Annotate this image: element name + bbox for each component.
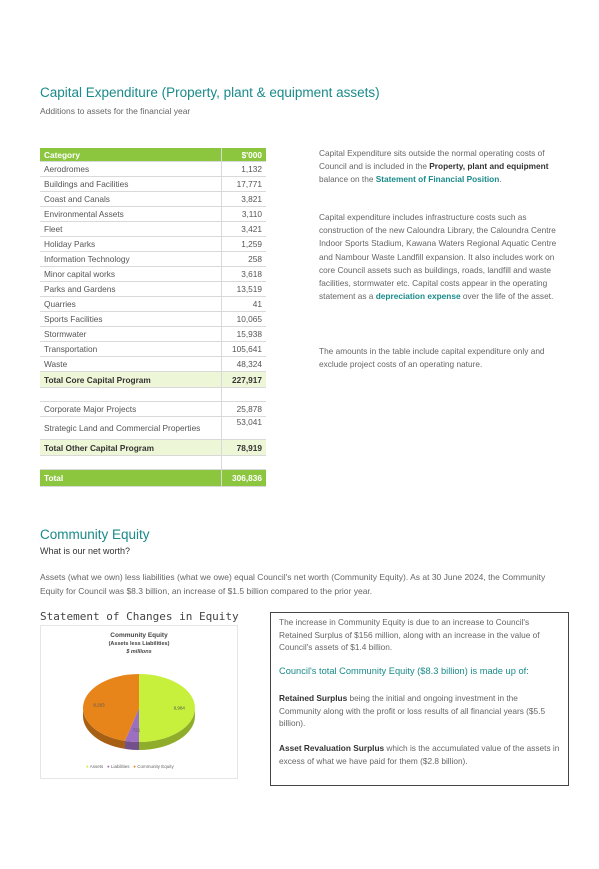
- table-row: [40, 417, 266, 440]
- row-amount: 41: [222, 297, 267, 312]
- para-text: over the life of the asset.: [460, 291, 554, 302]
- table-row: [40, 162, 266, 177]
- equity-intro: Assets (what we own) less liabilities (what we owe) equal Council's net worth (Community Equity). As at 30 June 2024, the Community Equity for Council was $8.3 billion, an increase of $1.5 billion compared to the prior year.: [40, 572, 546, 596]
- depreciation-expense-link[interactable]: depreciation expense: [375, 291, 461, 302]
- row-amount: 105,641: [222, 342, 267, 357]
- other-total-label: Total Other Capital Program: [40, 440, 222, 456]
- row-amount: 1,132: [222, 162, 267, 177]
- para-text: balance on the: [319, 174, 376, 185]
- row-amount: 53,041: [222, 417, 267, 440]
- table-row: [40, 222, 266, 237]
- row-category: Sports Facilities: [40, 312, 222, 327]
- legend-label: Community Equity: [137, 764, 174, 769]
- para-text: Capital Expenditure sits outside the normal operating costs of Council and is included in the: [319, 148, 545, 172]
- legend-item: ● Liabilities: [107, 764, 130, 769]
- capex-paragraph-1: [319, 147, 561, 187]
- spacer-row: [40, 388, 266, 402]
- table-row: [40, 312, 266, 327]
- chart-title: Community Equity: [110, 632, 168, 639]
- row-amount: 17,771: [222, 177, 267, 192]
- core-total-label: Total Core Capital Program: [40, 372, 222, 388]
- grand-total-row: [40, 470, 266, 487]
- pie-data-label: 8,263: [93, 702, 105, 708]
- legend-label: Assets: [89, 764, 104, 769]
- retained-surplus-label: Retained Surplus: [279, 693, 348, 703]
- row-amount: 258: [222, 252, 267, 267]
- row-amount: 48,324: [222, 357, 267, 372]
- core-total-row: [40, 372, 266, 388]
- row-category: Buildings and Facilities: [40, 177, 222, 192]
- table-row: [40, 177, 266, 192]
- box-heading: Council's total Community Equity ($8.3 billion) is made up of:: [279, 666, 529, 676]
- equity-question: What is our net worth?: [40, 546, 131, 556]
- row-amount: 3,618: [222, 267, 267, 282]
- table-header-row: [40, 148, 266, 162]
- box-paragraph-2: [279, 692, 562, 730]
- legend-label: Liabilities: [111, 764, 130, 769]
- equity-info-box: [270, 612, 569, 786]
- header-category: Category: [40, 148, 222, 162]
- row-category: Fleet: [40, 222, 222, 237]
- chart-unit: $ millions: [126, 649, 152, 655]
- other-total-row: [40, 440, 266, 456]
- pie-data-label: 721: [132, 727, 141, 733]
- table-row: [40, 207, 266, 222]
- row-category: Stormwater: [40, 327, 222, 342]
- table-row: [40, 327, 266, 342]
- row-category: Coast and Canals: [40, 192, 222, 207]
- row-category: Aerodromes: [40, 162, 222, 177]
- other-total-amount: 78,919: [222, 440, 267, 456]
- core-total-amount: 227,917: [222, 372, 267, 388]
- capex-paragraph-2: [319, 211, 561, 303]
- row-category: Holiday Parks: [40, 237, 222, 252]
- row-category: Information Technology: [40, 252, 222, 267]
- pie-slice-side-liabilities: [125, 741, 139, 750]
- row-amount: 10,065: [222, 312, 267, 327]
- table-row: [40, 237, 266, 252]
- row-amount: 3,110: [222, 207, 267, 222]
- table-row: [40, 297, 266, 312]
- spacer-row: [40, 456, 266, 470]
- table-row: [40, 192, 266, 207]
- table-row: [40, 282, 266, 297]
- statement-title: Statement of Changes in Equity: [40, 610, 239, 623]
- table-row: [40, 267, 266, 282]
- row-category: Waste: [40, 357, 222, 372]
- row-amount: 1,259: [222, 237, 267, 252]
- capex-paragraph-3: The amounts in the table include capital expenditure only and exclude project costs of an operating nature.: [319, 346, 545, 370]
- row-amount: 15,938: [222, 327, 267, 342]
- para-text: .: [499, 174, 502, 185]
- para-bold: Property, plant and equipment: [429, 161, 549, 172]
- row-category: Parks and Gardens: [40, 282, 222, 297]
- row-amount: 25,878: [222, 402, 267, 417]
- para-text: which is the accumulated value of the assets in excess of what we have paid for them ($2.8 billion).: [279, 743, 560, 766]
- grand-total-amount: 306,836: [222, 470, 267, 487]
- row-amount: 13,519: [222, 282, 267, 297]
- table-row: [40, 402, 266, 417]
- row-category: Transportation: [40, 342, 222, 357]
- legend-item: ● Assets: [86, 764, 104, 769]
- pie-svg: [41, 626, 237, 778]
- row-category: Corporate Major Projects: [40, 402, 222, 417]
- chart-legend: [86, 764, 174, 769]
- chart-subtitle: (Assets less Liabilities): [108, 641, 170, 647]
- table-row: [40, 252, 266, 267]
- legend-item: ● Community Equity: [133, 764, 174, 769]
- table-row: [40, 357, 266, 372]
- table-row: [40, 342, 266, 357]
- row-category: Strategic Land and Commercial Properties: [40, 417, 222, 440]
- box-paragraph-3: [279, 742, 562, 767]
- statement-of-financial-position-link[interactable]: Statement of Financial Position: [375, 174, 500, 185]
- equity-pie-chart: [40, 625, 238, 779]
- capex-title: Capital Expenditure (Property, plant & equipment assets): [40, 85, 380, 100]
- row-category: Quarries: [40, 297, 222, 312]
- header-amount: $'000: [222, 148, 267, 162]
- capex-table: [40, 148, 266, 487]
- pie-data-label: 8,984: [173, 705, 185, 711]
- row-amount: 3,821: [222, 192, 267, 207]
- para-text: being the initial and ongoing investment in the Community along with the profit or loss results of all financial years ($5.5 billion).: [279, 693, 546, 729]
- para-text: Capital expenditure includes infrastructure costs such as construction of the new Caloundra Library, the Caloundra Centre Indoor Sports Stadium, Kawana Waters Regional Aquatic Centre and Nambour Waste Landfill expansion. It also includes work on core Council assets such as buildings, roads, landfill and waste facilities, stormwater etc. Capital costs appear in the operating statement as a: [319, 212, 557, 302]
- equity-title: Community Equity: [40, 527, 150, 542]
- row-amount: 3,421: [222, 222, 267, 237]
- box-paragraph-1: The increase in Community Equity is due to an increase to Council's Retained Surplus of $156 million, along with an increase in the value of Council's assets of $1.4 billion.: [279, 617, 540, 653]
- capex-subtitle: Additions to assets for the financial year: [40, 106, 191, 116]
- grand-total-label: Total: [40, 470, 222, 487]
- row-category: Environmental Assets: [40, 207, 222, 222]
- asset-revaluation-label: Asset Revaluation Surplus: [279, 743, 385, 753]
- row-category: Minor capital works: [40, 267, 222, 282]
